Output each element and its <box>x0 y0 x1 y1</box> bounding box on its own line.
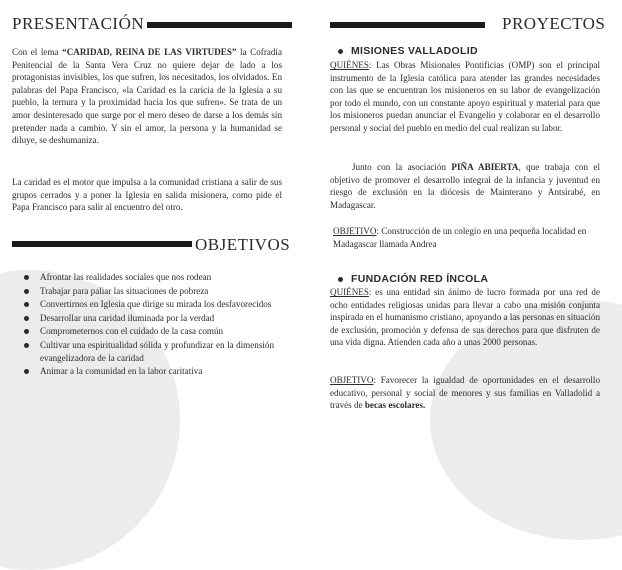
presentacion-p1-body: la Cofradía Penitencial de la Santa Vera Cruz no quiere dejar de lado a los protagonistas invisibles, los que sufren, los necesitados, los olvidados. En palabras del Papa Francisco, «la Caridad es la caricia de la Iglesia a su pueblo, la ternura y la proximidad hacia los que sufren». Se trata de un amor desinteresado que surge por el mero deseo de darse a los demás sin pretender nada a cambio. Y sin el amor, la persona y la humanidad se diluye, se deshumaniza. <box>12 47 282 146</box>
proyectos-title-bar <box>330 22 485 28</box>
proyecto-1-heading-text: MISIONES VALLADOLID <box>351 45 478 57</box>
bullet-icon <box>338 277 343 282</box>
proyecto-2-becas: becas escolares. <box>364 400 426 411</box>
proyecto-2-objetivo-text: : Favorecer la igualdad de oportunidades en el desarrollo educativo, personal y social de menores y sus familias en Valladolid a través de <box>330 375 600 411</box>
presentacion-p1-intro: Con el lema <box>12 47 63 57</box>
presentacion-title: PRESENTACIÓN <box>12 14 145 33</box>
objetivo-item: Comprometernos con el cuidado de la casa común <box>12 325 274 338</box>
presentacion-paragraph-2: La caridad es el motor que impulsa a la comunidad cristiana a salir de sus grupos cerrados y a poner la Iglesia en salida misionera, como pide el Papa Francisco para salir al encuentro del otro. <box>12 177 282 213</box>
proyecto-1-objetivo-text: : Construcción de un colegio en una pequeña localidad en Madagascar llamada Andrea <box>333 226 587 249</box>
proyecto-2-heading <box>338 273 488 285</box>
objetivos-list <box>12 271 274 379</box>
proyecto-1-quienes-label: QUIÉNES <box>330 60 369 70</box>
proyecto-1-junto <box>330 161 600 211</box>
objetivo-item: Cultivar una espiritualidad sólida y profundizar en la dimensión evangelizadora de la caridad <box>12 339 274 364</box>
proyecto-1-quienes <box>330 59 600 135</box>
bullet-icon <box>338 49 343 54</box>
objetivos-title: OBJETIVOS <box>195 235 291 254</box>
proyecto-1-asociacion: PIÑA ABIERTA <box>451 162 519 172</box>
objetivo-item: Trabajar para paliar las situaciones de pobreza <box>12 285 274 298</box>
proyecto-1-objetivo <box>333 225 600 250</box>
proyecto-1-heading <box>338 45 478 57</box>
proyecto-1-junto-body: , que trabaja con el objetivo de promover el desarrollo integral de la infancia y juventud en riesgo de exclusión en la diócesis de Mainterano y Antsirabé, en Madagascar. <box>330 162 600 210</box>
presentacion-paragraph-1 <box>12 46 282 147</box>
proyecto-2-objetivo <box>330 374 600 412</box>
objetivo-item: Afrontar las realidades sociales que nos rodean <box>12 271 274 284</box>
objetivo-item: Desarrollar una caridad iluminada por la verdad <box>12 312 274 325</box>
proyectos-title: PROYECTOS <box>502 14 606 33</box>
proyecto-1-objetivo-label: OBJETIVO <box>333 226 377 236</box>
proyecto-2-objetivo-label: OBJETIVO <box>330 375 374 385</box>
objetivos-title-bar <box>12 241 192 247</box>
presentacion-lema: “CARIDAD, REINA DE LAS VIRTUDES” <box>62 47 237 57</box>
proyecto-1-quienes-text: : Las Obras Misionales Pontificias (OMP) son el principal instrumento de la Iglesia católica para atender las grandes necesidades con las que se encuentran los misioneros en su labor de evangelización por todo el mundo, con un constante apoyo espiritual y material para que los misioneros puedan anunciar el Evangelio y colaborar en el desarrollo personal y social del pueblo en medio del cual realizan su labor. <box>330 60 600 133</box>
proyecto-2-quienes-text: : es una entidad sin ánimo de lucro formada por una red de ocho entidades religiosas unidas para llevar a cabo una misión conjunta inspirada en el humanismo cristiano, apoyando a las personas en situación de exclusión, promoción y defensa de sus derechos para que disfruten de una vida digna. Atienden cada año a unas 2000 personas. <box>330 287 600 348</box>
objetivo-item: Convertirnos en Iglesia que dirige su mirada los desfavorecidos <box>12 298 274 311</box>
presentacion-title-bar <box>147 22 292 28</box>
proyecto-1-junto-intro: Junto con la asociación <box>352 162 452 172</box>
proyecto-2-quienes-label: QUIÉNES <box>330 287 369 297</box>
objetivo-item: Animar a la comunidad en la labor caritativa <box>12 365 274 378</box>
proyecto-2-heading-text: FUNDACIÓN RED ÍNCOLA <box>351 273 489 285</box>
proyecto-2-quienes <box>330 286 600 349</box>
